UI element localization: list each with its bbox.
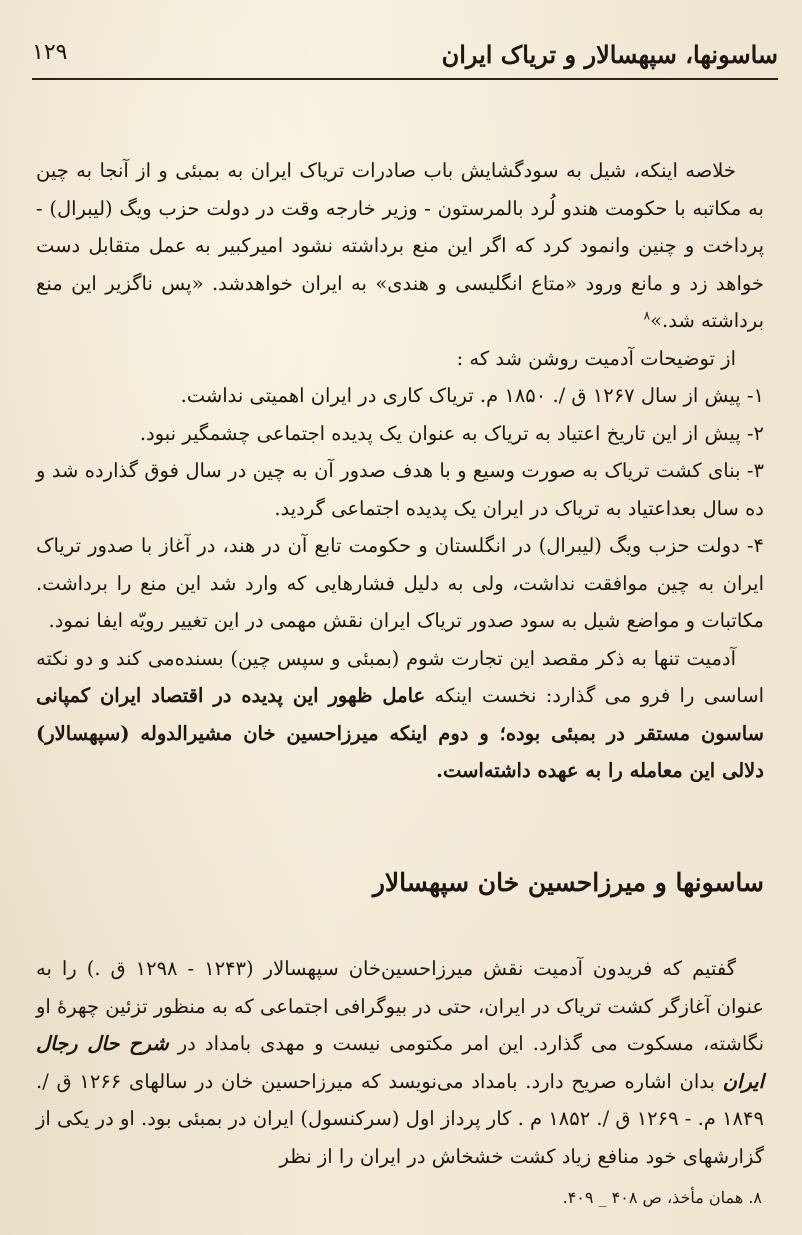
- footnote: ۸. همان مأخذ، ص ۴۰۸ _ ۴۰۹.: [562, 1188, 762, 1207]
- list-item-2: ۲- پیش از این تاریخ اعتیاد به تریاک به عنوان یک پدیده اجتماعی چشمگیر نبود.: [139, 421, 764, 445]
- list-item-4: ۴- دولت حزب ویگ (لیبرال) در انگلستان و حکومت تابع آن در هند، در آغاز با صدور تریاک ایران به چین موافقت نداشت، ولی به دلیل فشارهایی که وارد شد این منع را برداشت. مکاتبات و مواضع شیل به سود صدور تریاک ایران نقش مهمی در این تغییر رویّه ایفا نمود.: [36, 534, 764, 632]
- paragraph-bottom: [36, 950, 764, 1175]
- body-text-top: [36, 152, 764, 790]
- paragraph-adamiyat-plain: آدمیت تنها به ذکر مقصد این تجارت شوم (بمبئی و سپس چین) بسنده‌می کند و دو نکته اساسی را فرو می گذارد: نخست اینکه: [36, 646, 764, 707]
- paragraph-bottom-part2: بدان اشاره صریح دارد. بامداد می‌نویسد که میرزاحسین خان در سالهای ۱۲۶۶ ق /. ۱۸۴۹ م. - ۱۲۶۹ ق /. ۱۸۵۲ م . کار پرداز اول (سرکنسول) ایران در بمبئی بود. او در یکی از گزارشهای خود منافع زیاد کشت خشخاش در ایران را از نظر: [36, 1069, 764, 1168]
- header-title: ساسونها، سپهسالار و تریاک ایران: [441, 40, 778, 69]
- list-item-1: ۱- پیش از سال ۱۲۶۷ ق /. ۱۸۵۰ م. تریاک کاری در ایران اهمیتی نداشت.: [180, 384, 764, 407]
- list-item-3: ۳- بنای کشت تریاک به صورت وسیع و با هدف صدور آن به چین در سال فوق گذارده شد و ده سال بعداعتیاد به تریاک در ایران یک پدیده اجتماعی گردید.: [36, 459, 764, 520]
- paragraph-bottom-part1: گفتیم که فریدون آدمیت نقش میرزاحسین‌خان سپهسالار (۱۲۴۳ - ۱۲۹۸ ق .) را به عنوان آغازگر کشت تریاک در ایران، حتی در بیوگرافی اجتماعی که به منظور تزئین چهرهٔ او نگاشته، مسکوت می گذارد. این امر مکتومی نیست و مهدی بامداد در: [36, 957, 764, 1055]
- paragraph-adamiyat: [36, 640, 764, 790]
- section-heading: ساسونها و میرزاحسین خان سپهسالار: [372, 868, 764, 897]
- paragraph-summary-text: خلاصه اینکه، شیل به سودگشایش باب صادرات تریاک ایران به بمبئی و از آنجا به چین به مکاتبه با حکومت هندو لُرد بالمرستون - وزیر خارجه وقت در دولت حزب ویگ (لیبرال) - پرداخت و چنین وانمود کرد که اگر این منع برداشته نشود امیرکبیر به عمل متقابل دست خواهد زد و مانع ورود «متاع انگلیسی و هندی» به ایران خواهدشد. «پس ناگزیر این منع برداشته شد.»: [36, 159, 764, 332]
- running-header: [32, 34, 778, 74]
- book-title: شرح حال رجال ایران: [36, 1032, 764, 1093]
- footnote-mark: ۸: [643, 308, 651, 323]
- header-rule: [32, 78, 778, 80]
- paragraph-intro: از توضیحات آدمیت روشن شد که :: [456, 346, 736, 370]
- body-text-bottom: [36, 950, 764, 1175]
- page-number: ۱۲۹: [32, 40, 68, 65]
- paragraph-summary: [36, 152, 764, 340]
- paragraph-adamiyat-bold: عامل ظهور این پدیده در اقتصاد ایران کمپانی ساسون مستقر در بمبئی بوده؛ و دوم اینکه میرزاحسین خان مشیرالدوله (سپهسالار) دلالی این معامله را به عهده داشته‌است.: [36, 684, 764, 782]
